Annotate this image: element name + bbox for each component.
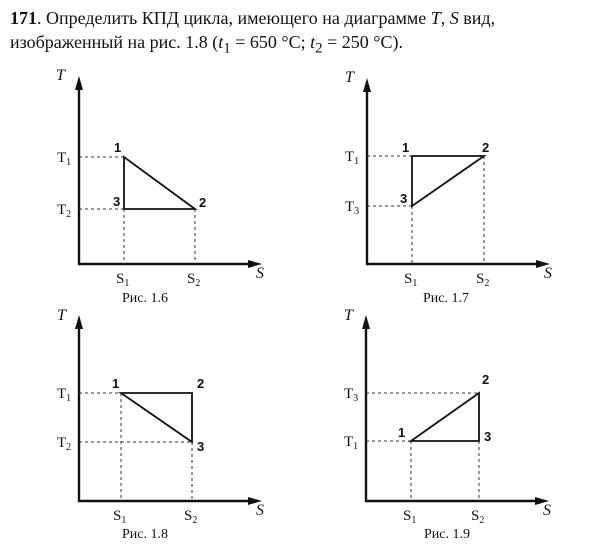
- x-tick-label: $S_1$: [116, 271, 130, 289]
- x-tick-label: $S_1$: [113, 508, 127, 526]
- point-label: 1: [114, 140, 122, 155]
- figure-caption: Рис. 1.6: [122, 291, 168, 306]
- point-label: 3: [400, 191, 408, 206]
- x-tick-label: $S_2$: [187, 271, 201, 289]
- y-tick-label: $T_1$: [344, 434, 359, 452]
- y-tick-label: $T_2$: [57, 435, 72, 453]
- y-tick-label: $T_1$: [57, 150, 72, 168]
- axes: [366, 327, 539, 501]
- problem-text-b: вид,: [458, 8, 496, 28]
- point-label: 3: [484, 429, 492, 444]
- x-tick-label: $S_2$: [471, 508, 485, 526]
- t2-value: = 250 °C).: [322, 32, 403, 52]
- y-tick-label: $T_3$: [345, 199, 360, 217]
- point-label: 1: [398, 425, 406, 440]
- y-tick-label: $T_1$: [57, 386, 72, 404]
- x-tick-label: $S_1$: [403, 508, 417, 526]
- y-axis-label: T: [344, 307, 353, 324]
- point-label: 2: [482, 372, 490, 387]
- point-label: 2: [482, 140, 490, 155]
- point-label: 3: [113, 194, 121, 209]
- point-label: 2: [199, 195, 207, 210]
- point-label: 2: [197, 376, 205, 391]
- x-tick-label: $S_2$: [476, 271, 490, 289]
- y-axis-label: T: [56, 67, 65, 84]
- t1-sub: 1: [223, 40, 231, 57]
- comma: ,: [440, 8, 450, 28]
- t1-value: = 650 °C;: [230, 32, 311, 52]
- x-axis-label: S: [544, 265, 552, 282]
- t2-sub: 2: [315, 40, 323, 57]
- y-axis-arrow: [362, 315, 370, 329]
- t1-var: t: [218, 32, 224, 52]
- y-axis-label: T: [57, 307, 66, 324]
- problem-text-a: . Определить КПД цикла, имеющего на диаграмме: [37, 8, 431, 28]
- y-tick-label: $T_3$: [344, 386, 359, 404]
- x-axis-label: S: [256, 502, 264, 519]
- figure-caption: Рис. 1.8: [122, 527, 168, 542]
- x-tick-label: $S_1$: [404, 271, 418, 289]
- y-axis-label: T: [345, 69, 354, 86]
- problem-text-c: изображенный на рис. 1.8 (: [10, 32, 219, 52]
- figure-caption: Рис. 1.9: [424, 527, 470, 542]
- y-tick-label: $T_1$: [345, 149, 360, 167]
- x-tick-label: $S_2$: [184, 508, 198, 526]
- variable-s: S: [449, 8, 459, 28]
- x-axis-label: S: [543, 502, 551, 519]
- point-label: 1: [112, 376, 120, 391]
- y-tick-label: $T_2$: [57, 202, 72, 220]
- figure-caption: Рис. 1.7: [423, 291, 469, 306]
- variable-t: T: [430, 8, 441, 28]
- point-label: 3: [197, 439, 205, 454]
- cycle-path: [411, 393, 479, 441]
- problem-number: 171: [10, 8, 37, 28]
- point-label: 1: [402, 140, 410, 155]
- t2-var: t: [310, 32, 316, 52]
- x-axis-label: S: [256, 265, 264, 282]
